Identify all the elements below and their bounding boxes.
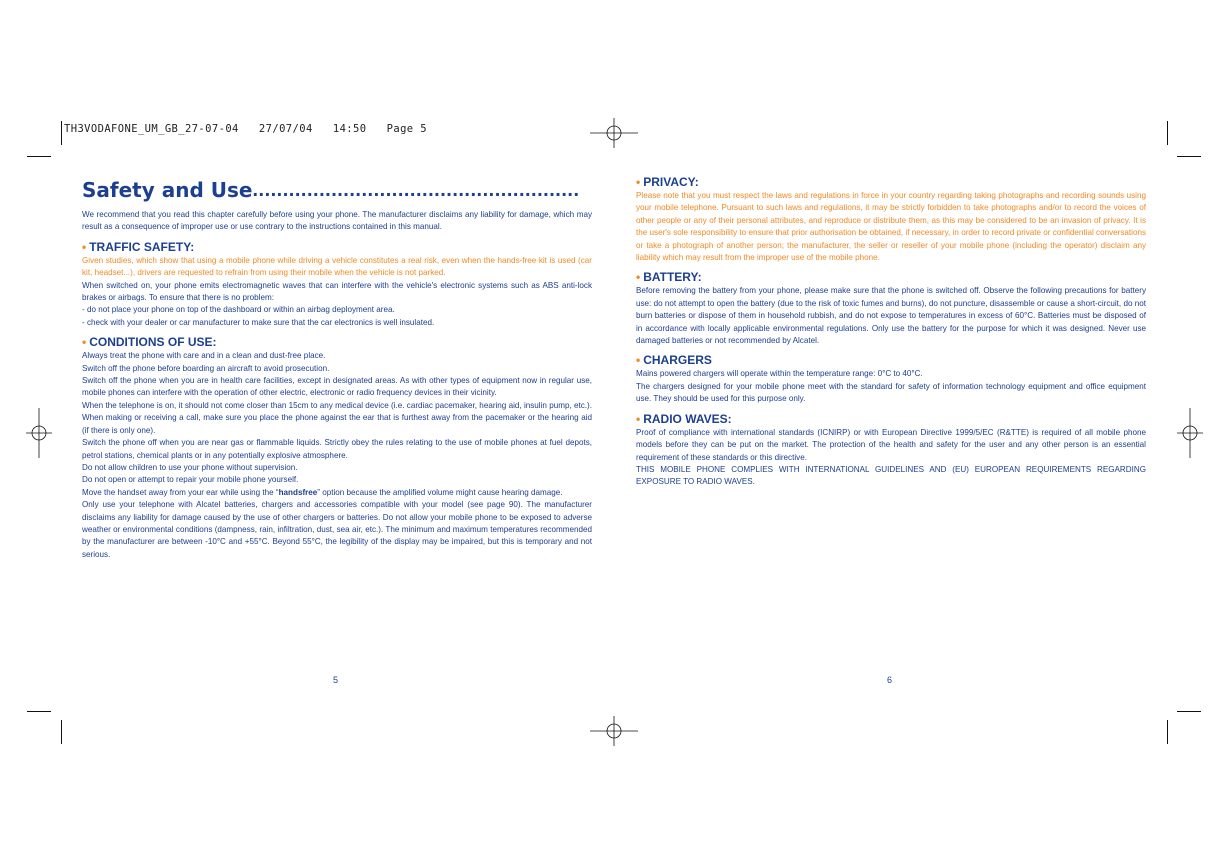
right-page-column: [636, 175, 1146, 489]
bullet-icon: •: [82, 335, 87, 350]
paragraph: When the telephone is on, it should not come closer than 15cm to any medical device (i.e. cardiac pacemaker, hearing aid, insulin pump, etc.). When making or receiving a call, make sure you place the phone against the ear that is furthest away from the pacemaker or the hearing aid (if there is only one).: [82, 400, 592, 435]
section-heading-text: RADIO WAVES:: [643, 411, 732, 426]
bullet-icon: •: [636, 270, 641, 285]
section-heading-text: BATTERY:: [643, 270, 702, 285]
list-item: - check with your dealer or car manufacturer to make sure that the car electronics is well insulated.: [82, 317, 435, 327]
page-number: 5: [333, 675, 339, 685]
bullet-icon: •: [636, 175, 641, 189]
registration-mark-icon: [26, 408, 52, 458]
crop-mark: [1167, 121, 1168, 145]
left-page-column: [82, 175, 592, 561]
text-span: ” option because the amplified volume might cause hearing damage.: [317, 487, 563, 497]
print-slug: TH3VODAFONE_UM_GB_27-07-04 27/07/04 14:50 Page 5: [64, 123, 427, 135]
paragraph: Given studies, which show that using a mobile phone while driving a vehicle constitutes a real risk, even when the hands-free kit is used (car kit, headset...), drivers are requested to refrain from using their mobile when the vehicle is not parked.: [82, 255, 592, 278]
registration-mark-icon: [590, 118, 638, 148]
paragraph: Mains powered chargers will operate within the temperature range: 0°C to 40°C.: [636, 369, 923, 379]
crop-mark: [27, 156, 51, 157]
privacy-heading: [636, 175, 1146, 189]
paragraph: The chargers designed for your mobile phone meet with the standard for safety of information technology equipment and office equipment use. They should be used for this purpose only.: [636, 381, 1146, 404]
paragraph: Do not allow children to use your phone without supervision.: [82, 462, 298, 472]
crop-mark: [27, 711, 51, 712]
handsfree-paragraph: [82, 487, 592, 499]
chargers-heading: [636, 353, 1146, 367]
paragraph: Do not open or attempt to repair your mobile phone yourself.: [82, 475, 299, 485]
paragraph: Switch off the phone before boarding an aircraft to avoid prosecution.: [82, 363, 330, 373]
paragraph: Only use your telephone with Alcatel batteries, chargers and accessories compatible with your model (see page 90). The manufacturer disclaims any liability for damage caused by the use of other chargers or batteries. Do not allow your mobile phone to be exposed to adverse weather or environmental conditions (dampness, rain, infiltration, dust, sea air, etc.). The minimum and maximum temperatures recommended by the manufacturer are between -10°C and +55°C. Beyond 55°C, the legibility of the display may be impaired, but this is temporary and not serious.: [82, 500, 592, 559]
registration-mark-icon: [1177, 408, 1203, 458]
battery-heading: [636, 270, 1146, 284]
paragraph: Please note that you must respect the laws and regulations in force in your country regarding taking photographs and recording sounds using your mobile telephone. Pursuant to such laws and regulations, it may be strictly forbidden to take photographs and/or to record the voices of other people or any of their personal attributes, and reproduce or distribute them, as this may be considered to be an invasion of privacy. It is the user's sole responsibility to ensure that prior authorisation be obtained, if necessary, in order to record private or confidential conversations or take a photograph of another person; the manufacturer, the seller or reseller of your mobile phone (including the operator) disclaim any liability which may result from the improper use of the mobile phone.: [636, 191, 1146, 263]
paragraph: Always treat the phone with care and in a clean and dust-free place.: [82, 351, 326, 361]
list-item: - do not place your phone on top of the dashboard or within an airbag deployment area.: [82, 305, 395, 315]
paragraph: Proof of compliance with international standards (ICNIRP) or with European Directive 1999/5/EC (R&TTE) is required of all mobile phone models before they can be put on the market. The protection of the health and safety for the user and any other person is an essential requirement of these standards or this directive.: [636, 427, 1146, 462]
section-heading-text: CONDITIONS OF USE:: [89, 335, 217, 350]
title-row: [82, 175, 592, 201]
crop-mark: [61, 720, 62, 744]
paragraph: Switch the phone off when you are near gas or flammable liquids. Strictly obey the rules relating to the use of mobile phones at fuel depots, petrol stations, chemical plants or in any potentially explosive atmosphere.: [82, 438, 592, 460]
bullet-icon: •: [636, 411, 641, 426]
traffic-safety-heading: [82, 240, 592, 254]
crop-mark: [1167, 720, 1168, 744]
intro-paragraph: We recommend that you read this chapter carefully before using your phone. The manufacturer disclaims any liability for damage, which may result as a consequence of improper use or use contrary to the instructions contained in this manual.: [82, 210, 592, 232]
paragraph: When switched on, your phone emits electromagnetic waves that can interfere with the vehicle's electronic systems such as ABS anti-lock brakes or airbags. To ensure that there is no problem:: [82, 280, 592, 303]
crop-mark: [61, 121, 62, 145]
page-number: 6: [887, 675, 893, 685]
section-heading-text: CHARGERS: [643, 353, 712, 368]
title-leader-dots: ......................................................: [252, 179, 580, 201]
section-heading-text: PRIVACY:: [643, 175, 699, 189]
paragraph: Before removing the battery from your phone, please make sure that the phone is switched off. Observe the following precautions for battery use: do not attempt to open the battery (due to the risk of toxic fumes and burns), do not puncture, disassemble or cause a short-circuit, do not burn batteries or dispose of them in household rubbish, and do not expose to temperatures in excess of 60°C. Batteries must be disposed of in accordance with locally applicable environmental regulations. Only use the battery for the purpose for which it was designed. Never use damaged batteries or not recommended by Alcatel.: [636, 286, 1146, 346]
text-span: Move the handset away from your ear while using the “: [82, 487, 279, 497]
crop-mark: [1177, 156, 1201, 157]
registration-mark-icon: [590, 716, 638, 746]
section-heading-text: TRAFFIC SAFETY:: [89, 239, 195, 254]
radio-waves-heading: [636, 412, 1146, 426]
bullet-icon: •: [82, 239, 87, 254]
paragraph: Switch off the phone when you are in health care facilities, except in designated areas. As with other types of equipment now in regular use, mobile phones can interfere with the operation of other electric, electronic or radio frequency devices in their vicinity.: [82, 376, 592, 398]
bold-term: handsfree: [278, 487, 318, 497]
conditions-of-use-heading: [82, 335, 592, 349]
bullet-icon: •: [636, 353, 641, 368]
page-title: Safety and Use: [82, 178, 253, 202]
crop-mark: [1177, 711, 1201, 712]
paragraph: THIS MOBILE PHONE COMPLIES WITH INTERNATIONAL GUIDELINES AND (EU) EUROPEAN REQUIREMENTS REGARDING EXPOSURE TO RADIO WAVES.: [636, 464, 1146, 487]
